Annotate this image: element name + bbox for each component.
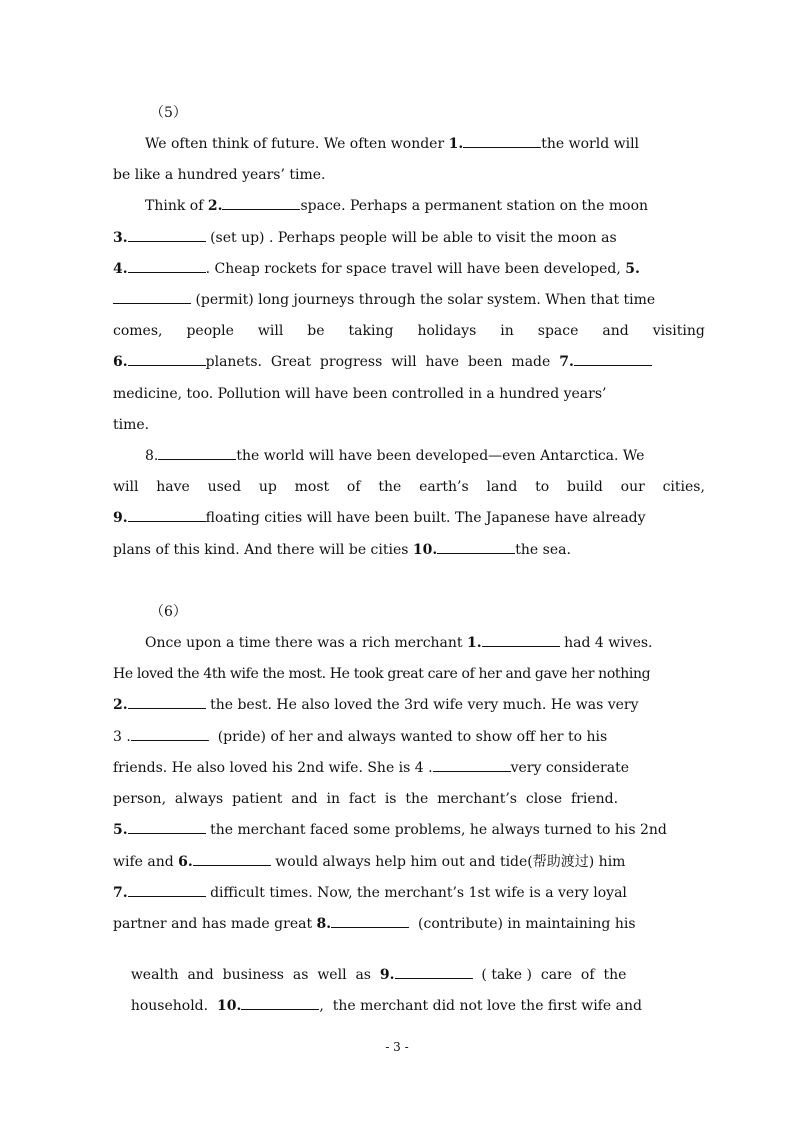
text: the best. He also loved the 3rd wife very much. He was very xyxy=(205,697,639,713)
text: partner and has made great xyxy=(113,916,317,932)
s5-line-2: be like a hundred years’ time. xyxy=(113,167,326,183)
s5-line-5 xyxy=(113,259,705,279)
word: will xyxy=(257,323,284,339)
s6-line-10 xyxy=(113,914,705,934)
word: the xyxy=(378,479,402,495)
blank-number: 4. xyxy=(113,261,128,277)
text: planets. Great progress will have been made xyxy=(205,354,560,370)
answer-blank-7[interactable] xyxy=(574,352,652,366)
answer-blank-10[interactable] xyxy=(437,540,515,554)
word: space xyxy=(537,323,579,339)
text: would always help him out and tide(帮助渡过) him xyxy=(270,854,626,870)
word: people xyxy=(186,323,234,339)
s5-line-4 xyxy=(113,228,705,248)
text: (set up) . Perhaps people will be able to visit the moon as xyxy=(205,230,617,246)
s5-line-10: time. xyxy=(113,417,150,433)
word: earth’s xyxy=(419,479,469,495)
answer-blank-8[interactable] xyxy=(331,914,409,928)
blank-number: 10. xyxy=(216,998,242,1014)
s5-line-1 xyxy=(145,134,705,154)
s6-line-9 xyxy=(113,883,705,903)
word: cities, xyxy=(662,479,705,495)
word: comes, xyxy=(113,323,163,339)
s6-line-8 xyxy=(113,852,705,872)
s5-line-7 xyxy=(113,321,705,341)
word: have xyxy=(156,479,190,495)
text: Once upon a time there was a rich merchant xyxy=(145,635,467,651)
text: Think of xyxy=(145,198,208,214)
text: had 4 wives. xyxy=(559,635,653,651)
word: and xyxy=(602,323,629,339)
s5-line-8 xyxy=(113,352,705,372)
s5-line-3 xyxy=(145,196,705,216)
word: used xyxy=(207,479,242,495)
answer-blank-10[interactable] xyxy=(241,996,319,1010)
s6-line-4 xyxy=(113,727,705,747)
text: the world will have been developed—even Antarctica. We xyxy=(236,448,645,464)
text: the world will xyxy=(541,136,640,152)
blank-number: 7. xyxy=(113,885,128,901)
word: will xyxy=(113,479,139,495)
answer-blank-3[interactable] xyxy=(128,228,206,242)
text: floating cities will have been built. The Japanese have already xyxy=(205,510,646,526)
word: build xyxy=(566,479,603,495)
section-6-number: （6） xyxy=(150,604,187,620)
answer-blank-1[interactable] xyxy=(482,633,560,647)
s5-line-12 xyxy=(113,477,705,497)
s6-line-5 xyxy=(113,758,705,778)
answer-blank-4[interactable] xyxy=(433,758,511,772)
answer-blank-2[interactable] xyxy=(222,196,300,210)
s5-line-6 xyxy=(113,290,705,310)
answer-blank-8[interactable] xyxy=(158,446,236,460)
text: very considerate xyxy=(510,760,630,776)
text: , the merchant did not love the first wife and xyxy=(319,998,642,1014)
s6-line-3 xyxy=(113,695,705,715)
answer-blank-2[interactable] xyxy=(128,695,206,709)
s6-line-12 xyxy=(113,976,705,1036)
blank-number: 3 . xyxy=(113,729,131,745)
text: (permit) long journeys through the solar system. When that time xyxy=(191,292,656,308)
word: taking xyxy=(348,323,394,339)
text: plans of this kind. And there will be cities xyxy=(113,542,413,558)
answer-blank-5[interactable] xyxy=(113,290,191,304)
answer-blank-9[interactable] xyxy=(128,508,206,522)
word: be xyxy=(307,323,325,339)
answer-blank-4[interactable] xyxy=(128,259,206,273)
answer-blank-3[interactable] xyxy=(131,727,209,741)
text: space. Perhaps a permanent station on the moon xyxy=(300,198,649,214)
text: household. xyxy=(130,998,217,1014)
word: our xyxy=(620,479,645,495)
text: (contribute) in maintaining his xyxy=(409,916,636,932)
word: in xyxy=(500,323,514,339)
word: most xyxy=(294,479,330,495)
word: holidays xyxy=(417,323,477,339)
blank-number: 8. xyxy=(145,448,159,464)
text: friends. He also loved his 2nd wife. She is xyxy=(113,760,415,776)
s5-line-9: medicine, too. Pollution will have been controlled in a hundred years’ xyxy=(113,386,607,402)
word: up xyxy=(258,479,277,495)
answer-blank-7[interactable] xyxy=(128,883,206,897)
blank-number: 1. xyxy=(448,136,464,152)
blank-number: 2. xyxy=(207,198,223,214)
blank-number: 6. xyxy=(113,354,128,370)
text: ( take ) care of the xyxy=(472,967,627,983)
s6-line-6: person, always patient and in fact is the merchant’s close friend. xyxy=(113,791,619,807)
text: We often think of future. We often wonder xyxy=(145,136,449,152)
answer-blank-5[interactable] xyxy=(128,820,206,834)
blank-number: 5. xyxy=(625,261,640,277)
text: difficult times. Now, the merchant’s 1st wife is a very loyal xyxy=(205,885,627,901)
blank-number: 10. xyxy=(412,542,438,558)
word: of xyxy=(346,479,361,495)
s6-line-1 xyxy=(145,633,705,653)
answer-blank-6[interactable] xyxy=(128,352,206,366)
text: (pride) of her and always wanted to show off her to his xyxy=(208,729,608,745)
blank-number: 4 . xyxy=(414,760,433,776)
blank-number: 2. xyxy=(113,697,128,713)
s6-line-7 xyxy=(113,820,705,840)
blank-number: 3. xyxy=(113,230,128,246)
s5-line-14 xyxy=(113,540,705,560)
blank-number: 9. xyxy=(113,510,128,526)
word: land xyxy=(486,479,518,495)
page-number: - 3 - xyxy=(385,1040,409,1054)
text: wealth and business as well as xyxy=(130,967,380,983)
blank-number: 7. xyxy=(559,354,574,370)
blank-number: 6. xyxy=(178,854,193,870)
text: wife and xyxy=(113,854,179,870)
s5-line-13 xyxy=(113,508,705,528)
text: . Cheap rockets for space travel will have been developed, xyxy=(205,261,626,277)
s5-line-11 xyxy=(145,446,705,466)
blank-number: 8. xyxy=(316,916,332,932)
section-5-number: （5） xyxy=(150,105,187,121)
text: the merchant faced some problems, he always turned to his 2nd xyxy=(205,822,667,838)
blank-number: 5. xyxy=(113,822,128,838)
s6-line-2: He loved the 4th wife the most. He took great care of her and gave her nothing xyxy=(113,666,651,682)
answer-blank-1[interactable] xyxy=(463,134,541,148)
answer-blank-6[interactable] xyxy=(193,852,271,866)
blank-number: 9. xyxy=(379,967,395,983)
word: to xyxy=(535,479,550,495)
blank-number: 1. xyxy=(467,635,482,651)
text: the sea. xyxy=(515,542,571,558)
word: visiting xyxy=(652,323,705,339)
